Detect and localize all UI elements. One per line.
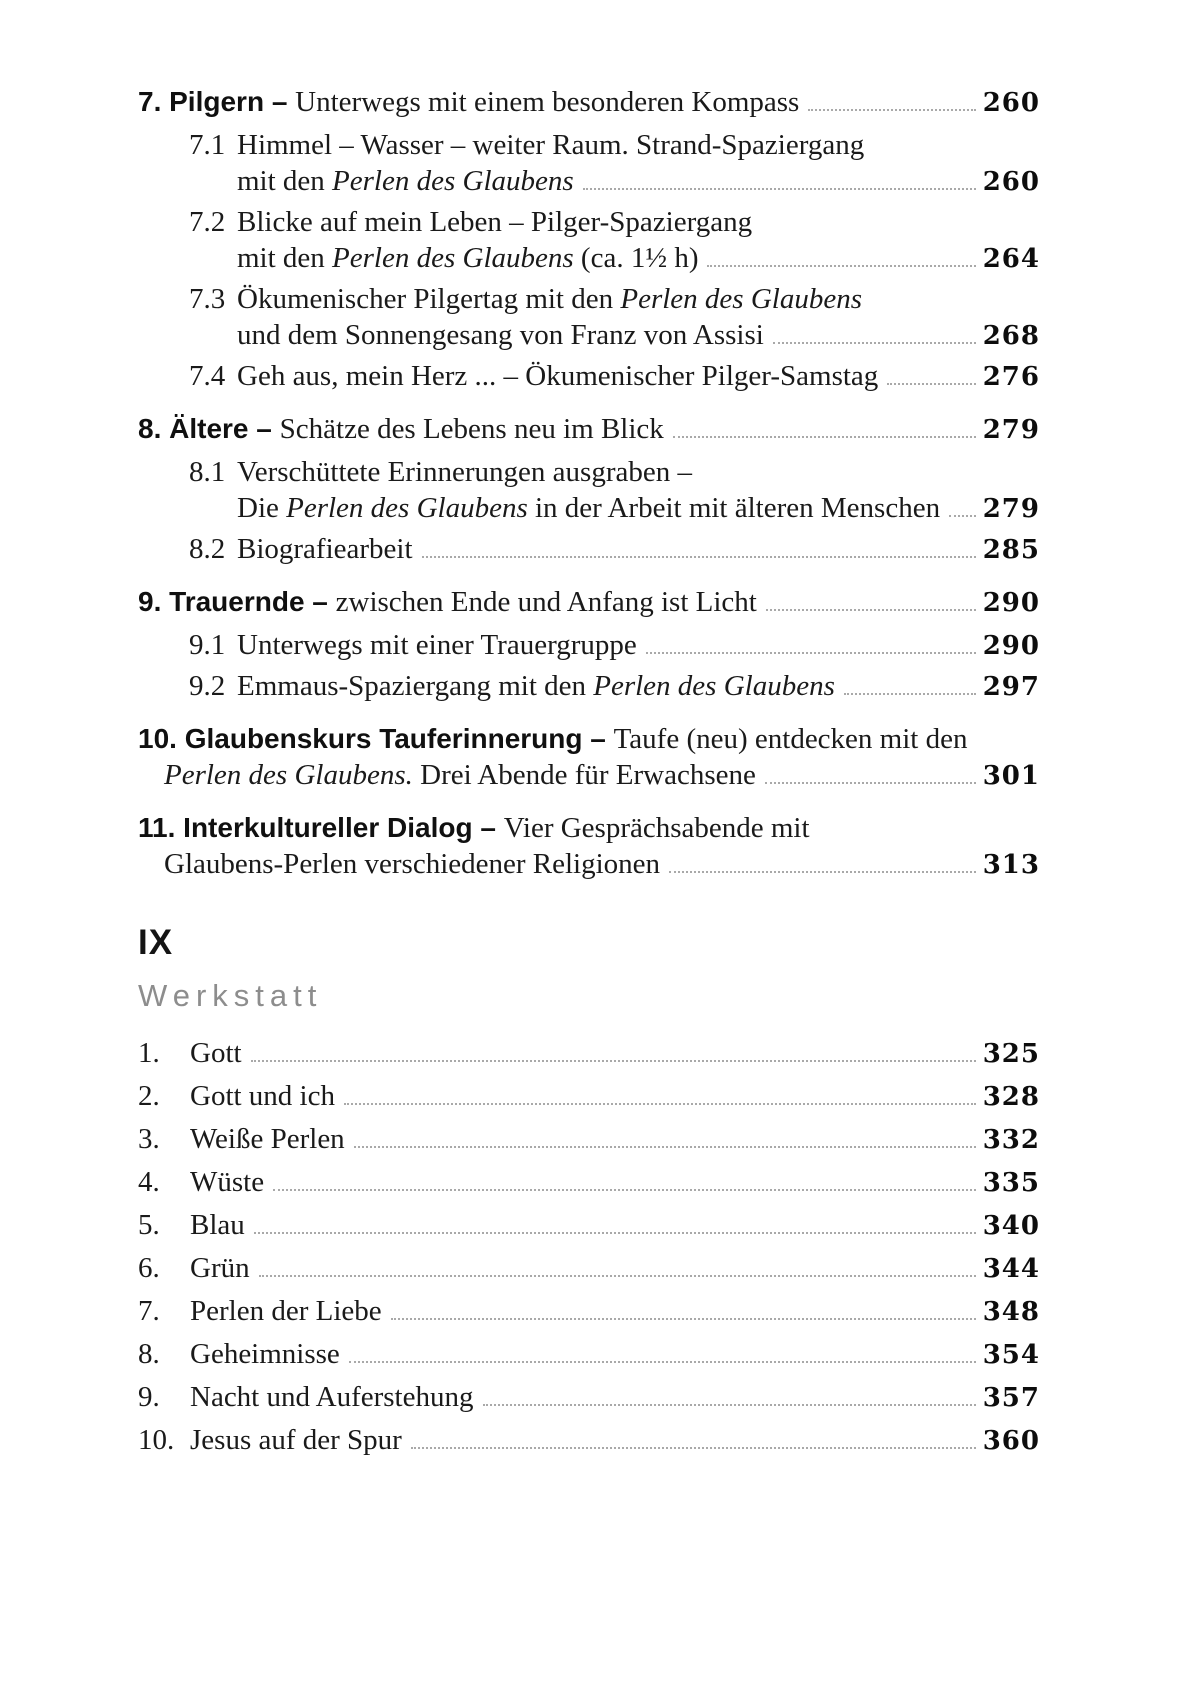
- toc-entry-line: [138, 584, 1040, 621]
- entry-title: Emmaus-Spaziergang mit den: [237, 670, 594, 702]
- entry-page-number: 285: [982, 535, 1040, 565]
- item-page-number: 332: [982, 1125, 1040, 1155]
- item-title: Wüste: [190, 1166, 265, 1198]
- item-title: Jesus auf der Spur: [190, 1424, 402, 1456]
- entry-text: [138, 721, 967, 757]
- item-page-number: 360: [982, 1426, 1040, 1456]
- chapter-heading: 7. Pilgern –: [138, 86, 296, 117]
- dot-leader: [583, 188, 976, 190]
- dot-leader: [273, 1189, 976, 1191]
- entry-text: Himmel – Wasser – weiter Raum. Strand-Spaziergang: [237, 129, 865, 161]
- entry-title-italic: Perlen des Glaubens: [593, 670, 835, 702]
- entry-text: [138, 84, 799, 120]
- dot-leader: [808, 109, 975, 111]
- workshop-item: [138, 1164, 1040, 1201]
- entry-text: [237, 281, 862, 317]
- entry-title: Schätze des Lebens neu im Blick: [279, 413, 664, 445]
- item-number: 10.: [138, 1424, 175, 1456]
- subentry-label: 7.2: [189, 206, 226, 238]
- item-title: Perlen der Liebe: [190, 1295, 382, 1327]
- entry-title-italic: Perlen des Glaubens.: [164, 759, 413, 791]
- entry-page-number: 290: [982, 631, 1040, 661]
- entry-title-italic: Perlen des Glaubens: [620, 283, 862, 315]
- toc-entry-line: [138, 411, 1040, 448]
- dot-leader: [483, 1404, 976, 1406]
- toc-entry-line: [138, 84, 1040, 121]
- dot-leader: [354, 1146, 976, 1148]
- item-number: 3.: [138, 1123, 160, 1155]
- dot-leader: [259, 1275, 976, 1277]
- toc-entry-line: [237, 317, 1040, 354]
- item-title: Gott: [190, 1037, 242, 1069]
- item-number: 9.: [138, 1381, 160, 1413]
- entry-title: in der Arbeit mit älteren Menschen: [527, 492, 941, 524]
- item-number: 8.: [138, 1338, 160, 1370]
- dot-leader: [707, 265, 975, 267]
- item-page-number: 344: [982, 1254, 1040, 1284]
- subentry-label: 8.2: [189, 533, 226, 565]
- entry-text: Verschüttete Erinnerungen ausgraben –: [237, 456, 692, 488]
- toc-entry-line: [189, 668, 1040, 705]
- entry-page-number: 260: [982, 88, 1040, 118]
- chapter-heading: 10. Glaubenskurs Tauferinnerung –: [138, 723, 614, 754]
- toc-entry-line: [237, 163, 1040, 200]
- entry-title: Unterwegs mit einem besonderen Kompass: [295, 86, 800, 118]
- dot-leader: [669, 871, 976, 873]
- subentry-label: 8.1: [189, 456, 226, 488]
- entry-title: Drei Abende für Erwachsene: [412, 759, 756, 791]
- item-page-number: 335: [982, 1168, 1040, 1198]
- item-page-number: 354: [982, 1340, 1040, 1370]
- dot-leader: [422, 556, 976, 558]
- item-page-number: 328: [982, 1082, 1040, 1112]
- entry-text: und dem Sonnengesang von Franz von Assisi: [237, 319, 764, 351]
- item-page-number: 325: [982, 1039, 1040, 1069]
- workshop-item: [138, 1121, 1040, 1158]
- entry-title: (ca. 1½ h): [573, 242, 699, 274]
- item-number: 6.: [138, 1252, 160, 1284]
- entry-page-number: 279: [982, 415, 1040, 445]
- entry-text: [138, 411, 664, 447]
- entry-page-number: 260: [982, 167, 1040, 197]
- workshop-item: [138, 1336, 1040, 1373]
- entry-page-number: 290: [982, 588, 1040, 618]
- entry-text: [237, 163, 574, 199]
- toc-entry-line: [138, 810, 1040, 846]
- item-title: Grün: [190, 1252, 250, 1284]
- entry-title: mit den: [237, 165, 333, 197]
- toc-entry-line: [189, 627, 1040, 664]
- workshop-item: [138, 1078, 1040, 1115]
- entry-title: mit den: [237, 242, 333, 274]
- entry-text: Unterwegs mit einer Trauergruppe: [237, 629, 637, 661]
- item-number: 7.: [138, 1295, 160, 1327]
- dot-leader: [254, 1232, 976, 1234]
- subentry-label: 7.1: [189, 129, 226, 161]
- entry-title-italic: Perlen des Glaubens: [332, 165, 574, 197]
- entry-text: [237, 490, 940, 526]
- item-page-number: 357: [982, 1383, 1040, 1413]
- dot-leader: [344, 1103, 976, 1105]
- entry-page-number: 264: [982, 244, 1040, 274]
- part-title-heading: Werkstatt: [138, 978, 323, 1013]
- entry-title-italic: Perlen des Glaubens: [286, 492, 528, 524]
- workshop-list: [138, 1035, 1040, 1459]
- entry-text: [237, 240, 698, 276]
- item-title: Weiße Perlen: [190, 1123, 345, 1155]
- entry-title: Taufe (neu) entdecken mit den: [613, 723, 968, 755]
- dot-leader: [773, 342, 976, 344]
- entry-title: Vier Gesprächsabende mit: [503, 812, 810, 844]
- entry-title: Die: [237, 492, 287, 524]
- toc-entry-line: [138, 721, 1040, 757]
- dot-leader: [391, 1318, 976, 1320]
- item-title: Gott und ich: [190, 1080, 335, 1112]
- dot-leader: [251, 1060, 976, 1062]
- entry-text: [138, 810, 810, 846]
- dot-leader: [949, 515, 976, 517]
- entry-text: [164, 757, 756, 793]
- toc-chapters-section: [138, 84, 1040, 883]
- subentry-label: 9.1: [189, 629, 226, 661]
- entry-text: Blicke auf mein Leben – Pilger-Spaziergang: [237, 206, 753, 238]
- toc-entry-line: [189, 204, 1040, 240]
- chapter-heading: 9. Trauernde –: [138, 586, 336, 617]
- part-ix-section: [138, 923, 1040, 1459]
- item-number: 2.: [138, 1080, 160, 1112]
- toc-entry-line: [189, 127, 1040, 163]
- entry-text: [237, 668, 835, 704]
- toc-entry-line: [164, 846, 1040, 883]
- item-number: 4.: [138, 1166, 160, 1198]
- workshop-item: [138, 1250, 1040, 1287]
- workshop-item: [138, 1422, 1040, 1459]
- item-page-number: 340: [982, 1211, 1040, 1241]
- toc-entry-line: [189, 531, 1040, 568]
- workshop-item: [138, 1035, 1040, 1072]
- entry-text: Biografiearbeit: [237, 533, 413, 565]
- part-number-heading: IX: [138, 923, 174, 962]
- subentry-label: 7.3: [189, 283, 226, 315]
- entry-page-number: 313: [982, 850, 1040, 880]
- toc-entry-line: [237, 240, 1040, 277]
- dot-leader: [646, 652, 976, 654]
- entry-page-number: 301: [982, 761, 1040, 791]
- item-page-number: 348: [982, 1297, 1040, 1327]
- entry-text: Geh aus, mein Herz ... – Ökumenischer Pilger-Samstag: [237, 360, 879, 392]
- chapter-heading: 11. Interkultureller Dialog –: [138, 812, 504, 843]
- chapter-heading: 8. Ältere –: [138, 413, 280, 444]
- entry-page-number: 268: [982, 321, 1040, 351]
- dot-leader: [411, 1447, 976, 1449]
- entry-title: Ökumenischer Pilgertag mit den: [237, 283, 621, 315]
- toc-entry-line: [164, 757, 1040, 794]
- toc-entry-line: [237, 490, 1040, 527]
- entry-text: Glaubens-Perlen verschiedener Religionen: [164, 848, 661, 880]
- entry-page-number: 276: [982, 362, 1040, 392]
- dot-leader: [887, 383, 975, 385]
- subentry-label: 9.2: [189, 670, 226, 702]
- entry-title: zwischen Ende und Anfang ist Licht: [335, 586, 757, 618]
- toc-entry-line: [189, 454, 1040, 490]
- item-title: Blau: [190, 1209, 245, 1241]
- workshop-item: [138, 1293, 1040, 1330]
- dot-leader: [844, 693, 976, 695]
- toc-entry-line: [189, 358, 1040, 395]
- entry-text: [138, 584, 757, 620]
- workshop-item: [138, 1379, 1040, 1416]
- item-number: 5.: [138, 1209, 160, 1241]
- item-number: 1.: [138, 1037, 160, 1069]
- entry-page-number: 297: [982, 672, 1040, 702]
- subentry-label: 7.4: [189, 360, 226, 392]
- item-title: Geheimnisse: [190, 1338, 340, 1370]
- item-title: Nacht und Auferstehung: [190, 1381, 474, 1413]
- dot-leader: [766, 609, 976, 611]
- entry-page-number: 279: [982, 494, 1040, 524]
- dot-leader: [765, 782, 976, 784]
- dot-leader: [349, 1361, 976, 1363]
- entry-title-italic: Perlen des Glaubens: [332, 242, 574, 274]
- dot-leader: [673, 436, 976, 438]
- toc-entry-line: [189, 281, 1040, 317]
- workshop-item: [138, 1207, 1040, 1244]
